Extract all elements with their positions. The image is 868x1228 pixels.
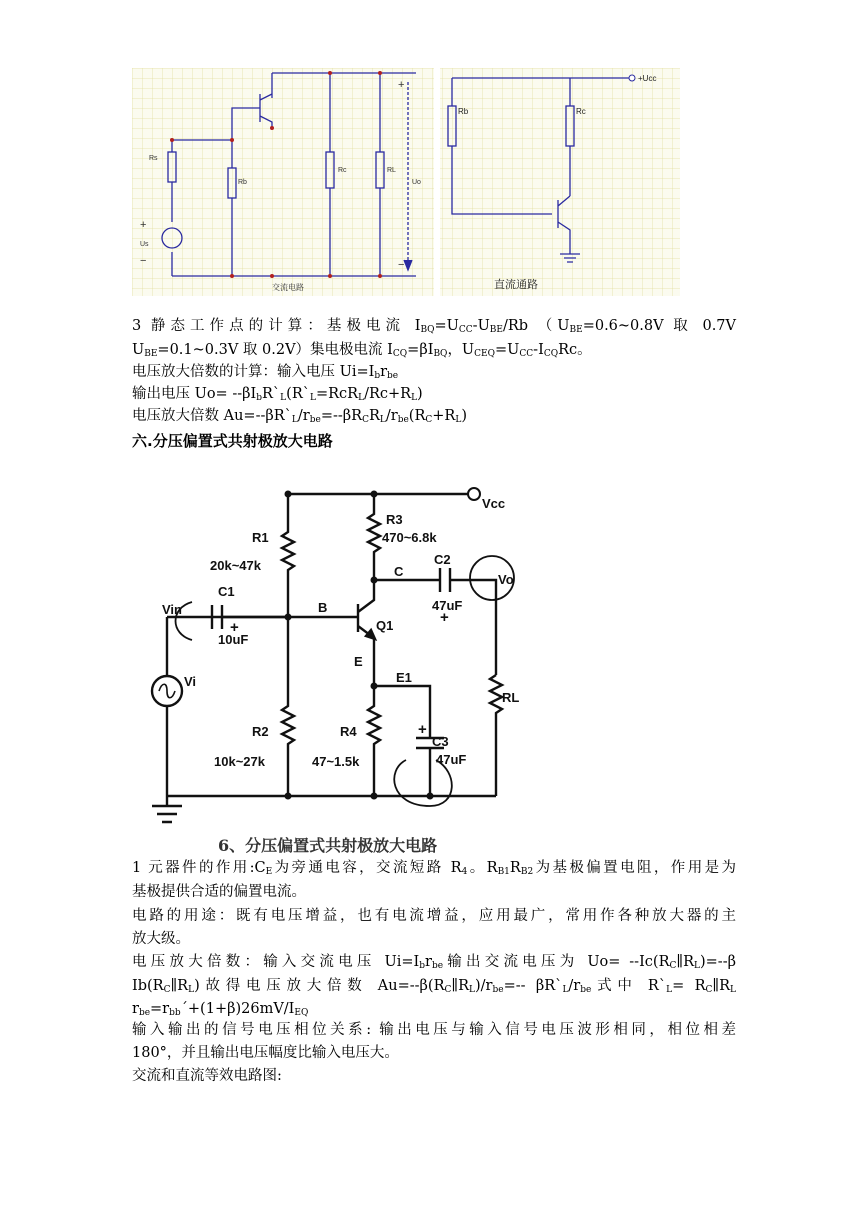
text-run: -I <box>533 342 544 358</box>
subscript: C <box>669 961 677 971</box>
subscript: CQ <box>392 349 408 359</box>
text-run: =U <box>434 318 459 334</box>
r2-label: R2 <box>252 724 269 739</box>
subscript: BE <box>489 325 503 335</box>
text-run: =0.1~0.3V 取 0.2V）集电极电流 I <box>157 342 393 358</box>
rs-label: Rs <box>149 155 158 162</box>
vcc-label: Vcc <box>482 496 506 511</box>
text-run: (R <box>408 408 426 424</box>
c1-value: 10uF <box>218 632 249 647</box>
subscript: L <box>469 985 475 995</box>
uo-label: Uo <box>412 179 421 186</box>
text-run: /r <box>385 408 398 424</box>
subscript: 4 <box>461 867 468 877</box>
subscript: CC <box>458 325 473 335</box>
c3-plus: + <box>418 721 427 738</box>
subscript: L <box>455 415 462 425</box>
text-run: R <box>368 408 380 424</box>
figure-caption: 6、分压偏置式共射极放大电路 <box>218 836 438 855</box>
us-minus: − <box>140 255 147 267</box>
text-run: 电压放大倍数的计算：输入电压 Ui=I <box>132 364 375 380</box>
para-equivalent-circuit: 交流和直流等效电路图: <box>132 1068 282 1084</box>
r3-label: R3 <box>386 512 403 527</box>
divider-bias-amplifier-figure <box>140 480 540 860</box>
text-run: 输出电压 Uo= --βI <box>132 386 257 402</box>
text-run: /Rb （U <box>502 318 570 334</box>
text-run: 为旁通电容，交流短路 R <box>272 860 462 876</box>
text-run: =RcR <box>315 386 359 402</box>
text-run: U <box>132 342 145 358</box>
para-component-role-l2: 基极提供合适的偏置电流。 <box>132 884 306 900</box>
para-gain-line2 <box>132 976 736 997</box>
subscript: BE <box>144 349 158 359</box>
collector-label: C <box>394 564 404 579</box>
subscript: L <box>188 985 195 995</box>
subscript: be <box>138 1008 151 1018</box>
text-run: =0.6~0.8V 取 0.7V <box>582 318 737 334</box>
subscript: C <box>163 985 171 995</box>
subscript: L <box>411 393 418 403</box>
para-output-voltage <box>132 384 423 405</box>
subscript: bb <box>169 1008 181 1018</box>
uo-plus: + <box>398 79 405 91</box>
text-run: 电压放大倍数：输入交流电压 Ui=I <box>132 954 420 970</box>
text-run: /r <box>568 978 581 994</box>
subscript: C <box>362 415 369 425</box>
subscript: C <box>425 415 433 425</box>
text-run: 输出交流电压为 Uo= --Ic(R <box>443 954 670 970</box>
vin-label: Vin <box>162 602 182 617</box>
text-run: =--βR <box>320 408 363 424</box>
subscript: be <box>309 415 321 425</box>
text-run: )=--β <box>700 954 736 970</box>
subscript: L <box>666 985 673 995</box>
c3-value: 47uF <box>436 752 467 767</box>
subscript: BQ <box>420 325 435 335</box>
text-run: 。R <box>467 860 498 876</box>
text-run: Rc。 <box>558 342 592 358</box>
r1-value: 20k~47k <box>210 558 261 573</box>
text-run: = R <box>672 978 706 994</box>
us-label: Us <box>140 241 149 248</box>
subscript: CC <box>519 349 534 359</box>
text-run: =-- βR` <box>503 978 563 994</box>
text-run: R <box>509 860 521 876</box>
subscript: C <box>444 985 452 995</box>
text-run: 3 静态工作点的计算：基极电流 I <box>132 318 421 334</box>
subscript: b <box>374 371 381 381</box>
r4-label: R4 <box>340 724 357 739</box>
us-plus: + <box>140 219 147 231</box>
subscript: BQ <box>433 349 448 359</box>
para-rbe-formula <box>132 999 308 1020</box>
subscript: L <box>358 393 365 403</box>
subscript: BE <box>569 325 583 335</box>
c1-plus: + <box>230 619 239 636</box>
para-static-point-line1 <box>132 316 736 337</box>
subscript: C <box>705 985 713 995</box>
r1-label: R1 <box>252 530 269 545</box>
c1-label: C1 <box>218 584 235 599</box>
subscript: b <box>419 961 425 971</box>
text-run: r <box>425 954 432 970</box>
text-run: ∥R <box>170 978 189 994</box>
rl-label: RL <box>387 167 396 174</box>
ucc-label: +Ucc <box>638 74 657 83</box>
rb-label: Rb <box>238 179 247 186</box>
para-gain-input <box>132 362 398 383</box>
subscript: B2 <box>520 867 534 877</box>
text-run: 1 元器件的作用:C <box>132 860 266 876</box>
c2-plus: + <box>440 609 449 626</box>
subscript: B1 <box>497 867 510 877</box>
text-run: -U <box>472 318 490 334</box>
e1-label: E1 <box>396 670 412 685</box>
text-run: ∥R <box>712 978 731 994</box>
r4-value: 47~1.5k <box>312 754 360 769</box>
text-run: =βI <box>407 342 434 358</box>
subscript: L <box>280 393 287 403</box>
text-run: 式中 R` <box>591 978 667 994</box>
subscript: L <box>291 415 298 425</box>
text-run: R` <box>262 386 281 402</box>
text-run: 电压放大倍数 Au=--βR` <box>132 408 292 424</box>
text-run: ，U <box>447 342 475 358</box>
subscript: CQ <box>543 349 559 359</box>
subscript: L <box>730 985 736 995</box>
subscript: b <box>256 393 262 403</box>
vi-label: Vi <box>184 674 197 689</box>
rb-dc-label: Rb <box>458 107 469 116</box>
subscript: be <box>580 985 592 995</box>
r2-value: 10k~27k <box>214 754 265 769</box>
para-static-point-line2 <box>132 340 592 361</box>
text-run: ´+(1+β)26mV/I <box>180 1001 295 1017</box>
subscript: L <box>309 393 316 403</box>
r3-value: 470~6.8k <box>382 530 437 545</box>
text-run: /r <box>297 408 310 424</box>
c2-value: 47uF <box>432 598 463 613</box>
para-phase: 输入输出的信号电压相位关系: 输出电压与输入信号电压波形相同，相位相差 <box>132 1022 736 1038</box>
text-run: ∥R <box>451 978 470 994</box>
text-run: (R` <box>286 386 310 402</box>
text-run: ∥R <box>676 954 695 970</box>
vo-label: Vo <box>498 572 514 587</box>
subscript: L <box>562 985 569 995</box>
subscript: EQ <box>294 1008 309 1018</box>
subscript: be <box>387 371 399 381</box>
para-voltage-gain <box>132 406 467 427</box>
text-run: 为基极偏置电阻，作用是为 <box>533 860 737 876</box>
subscript: L <box>694 961 700 971</box>
c2-label: C2 <box>434 552 451 567</box>
text-run: )故得电压放大倍数 Au=--β(R <box>194 978 445 994</box>
para-usage: 电路的用途：既有电压增益，也有电流增益，应用最广，常用作各种放大器的主 <box>132 908 736 924</box>
text-run: /Rc+R <box>364 386 412 402</box>
text-run: )/r <box>475 978 493 994</box>
emitter-label: E <box>354 654 363 669</box>
subscript: CEQ <box>474 349 496 359</box>
subscript: be <box>431 961 444 971</box>
para-phase-l2: 180°，并且输出电压幅度比输入电压大。 <box>132 1045 399 1061</box>
uo-minus: − <box>398 259 405 271</box>
text-run: ) <box>417 386 423 402</box>
text-run: r <box>132 1001 139 1017</box>
text-run: +R <box>432 408 456 424</box>
subscript: be <box>397 415 409 425</box>
ac-caption: 交流电路 <box>272 283 304 292</box>
para-usage-l2: 放大级。 <box>132 931 190 947</box>
rc-dc-label: Rc <box>576 107 586 116</box>
subscript: L <box>379 415 386 425</box>
text-run: Ib(R <box>132 978 164 994</box>
section-heading: 六.分压偏置式共射极放大电路 <box>132 432 333 450</box>
text-run: ) <box>461 408 467 424</box>
base-label: B <box>318 600 328 615</box>
para-component-role <box>132 858 736 879</box>
text-run: =r <box>150 1001 170 1017</box>
ac-dc-circuit-figure <box>132 68 680 298</box>
text-run: r <box>380 364 388 380</box>
text-run: =U <box>495 342 520 358</box>
rl-label: RL <box>502 690 520 705</box>
dc-caption: 直流通路 <box>494 279 538 291</box>
q1-label: Q1 <box>376 618 394 633</box>
para-gain-line1 <box>132 952 736 973</box>
c3-label: C3 <box>432 734 449 749</box>
rc-label: Rc <box>338 167 347 174</box>
subscript: be <box>492 985 504 995</box>
subscript: E <box>265 867 273 877</box>
